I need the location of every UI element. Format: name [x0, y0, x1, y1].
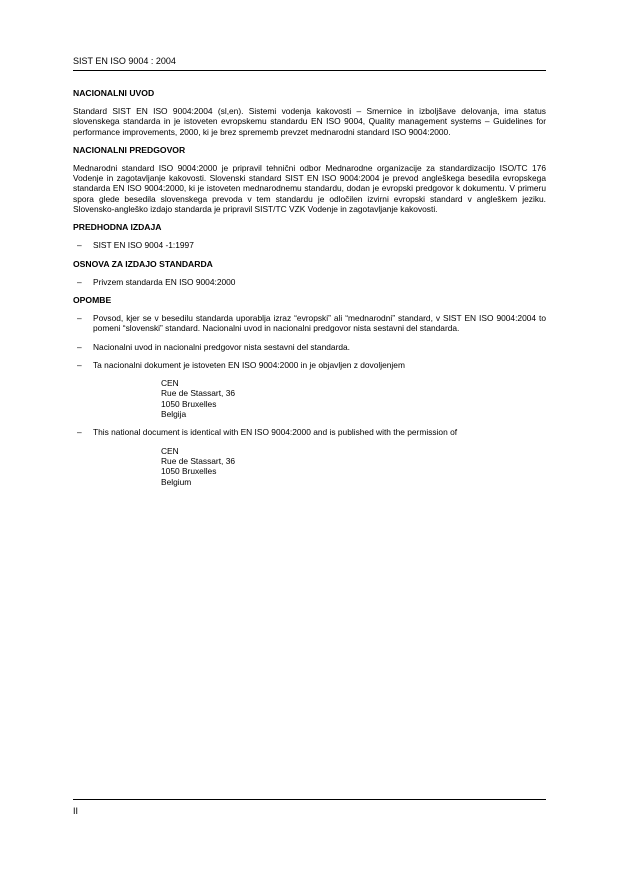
list-item-text: Povsod, kjer se v besedilu standarda uporablja izraz “evropski” ali “mednarodni” standard, v SIST EN ISO 9004:2004 to pomeni “slovenski” standard. Nacionalni uvod in nacionalni predgovor nista sestavni del standarda. [93, 312, 546, 334]
address-block-en [161, 446, 546, 487]
dash-bullet: – [77, 341, 82, 352]
list-item [73, 277, 546, 287]
address-line: CEN [161, 445, 179, 456]
document-body [73, 88, 546, 495]
address-line: Rue de Stassart, 36 [161, 455, 236, 466]
list-opombe [73, 313, 546, 370]
heading-nacionalni-uvod: NACIONALNI UVOD [73, 88, 155, 98]
address-block-sl [161, 378, 546, 419]
list-predhodna-izdaja [73, 240, 546, 250]
list-item-text: Nacionalni uvod in nacionalni predgovor nista sestavni del standarda. [93, 341, 350, 352]
list-item [73, 313, 546, 334]
list-opombe-en [73, 427, 546, 437]
dash-bullet: – [77, 359, 82, 370]
list-item-text: Ta nacionalni dokument je istoveten EN ISO 9004:2000 in je objavljen z dovoljenjem [93, 359, 405, 370]
list-item [73, 240, 546, 250]
list-osnova-za-izdajo [73, 277, 546, 287]
heading-osnova-za-izdajo: OSNOVA ZA IZDAJO STANDARDA [73, 258, 213, 269]
list-item [73, 360, 546, 370]
list-item-text: SIST EN ISO 9004 -1:1997 [93, 240, 194, 251]
list-item [73, 342, 546, 352]
dash-bullet: – [77, 312, 82, 323]
heading-opombe: OPOMBE [73, 294, 112, 305]
dash-bullet: – [77, 276, 82, 287]
document-id: SIST EN ISO 9004 : 2004 [73, 56, 176, 66]
list-item-text: Privzem standarda EN ISO 9004:2000 [93, 276, 236, 287]
address-line: CEN [161, 378, 179, 389]
address-line: Belgium [161, 476, 192, 487]
heading-predhodna-izdaja: PREDHODNA IZDAJA [73, 222, 162, 233]
paragraph-nacionalni-predgovor: Mednarodni standard ISO 9004:2000 je pripravil tehnični odbor Mednarodne organizacije za standardizacijo ISO/TC 176 Vodenje in zagotavljanje kakovosti. Slovenski standard SIST EN ISO 9004:2004 je prevod angleškega besedila evropskega standarda EN ISO 9004:2000, ki je istoveten mednarodnemu standardu, dodan je evropski predgovor k dokumentu. V primeru spora glede besedila slovenskega prevoda v tem standardu je odločilen izvirni evropski standard v angleškem jeziku. Slovensko-angleško izdajo standarda je pripravil SIST/TC VZK Vodenje in zagotavljanje kakovosti. [73, 162, 546, 215]
address-line: 1050 Bruxelles [161, 398, 217, 409]
paragraph-nacionalni-uvod: Standard SIST EN ISO 9004:2004 (sl,en). Sistemi vodenja kakovosti – Smernice in izboljšave delovanja, ima status slovenskega standarda in je istoveten evropskemu standardu EN ISO 9004, Quality management systems – Guidelines for performance improvements, 2000, ki je brez sprememb prevzet mednarodni standard ISO 9004:2000. [73, 106, 546, 137]
dash-bullet: – [77, 240, 82, 251]
dash-bullet: – [77, 427, 82, 438]
list-item-text: This national document is identical with EN ISO 9004:2000 and is published with the permission of [93, 427, 458, 438]
page-header [73, 56, 546, 71]
page-number: II [73, 806, 79, 816]
address-line: Belgija [161, 409, 187, 420]
list-item [73, 427, 546, 437]
address-line: 1050 Bruxelles [161, 466, 217, 477]
heading-nacionalni-predgovor: NACIONALNI PREDGOVOR [73, 144, 186, 155]
address-line: Rue de Stassart, 36 [161, 388, 236, 399]
page-footer [73, 799, 546, 816]
